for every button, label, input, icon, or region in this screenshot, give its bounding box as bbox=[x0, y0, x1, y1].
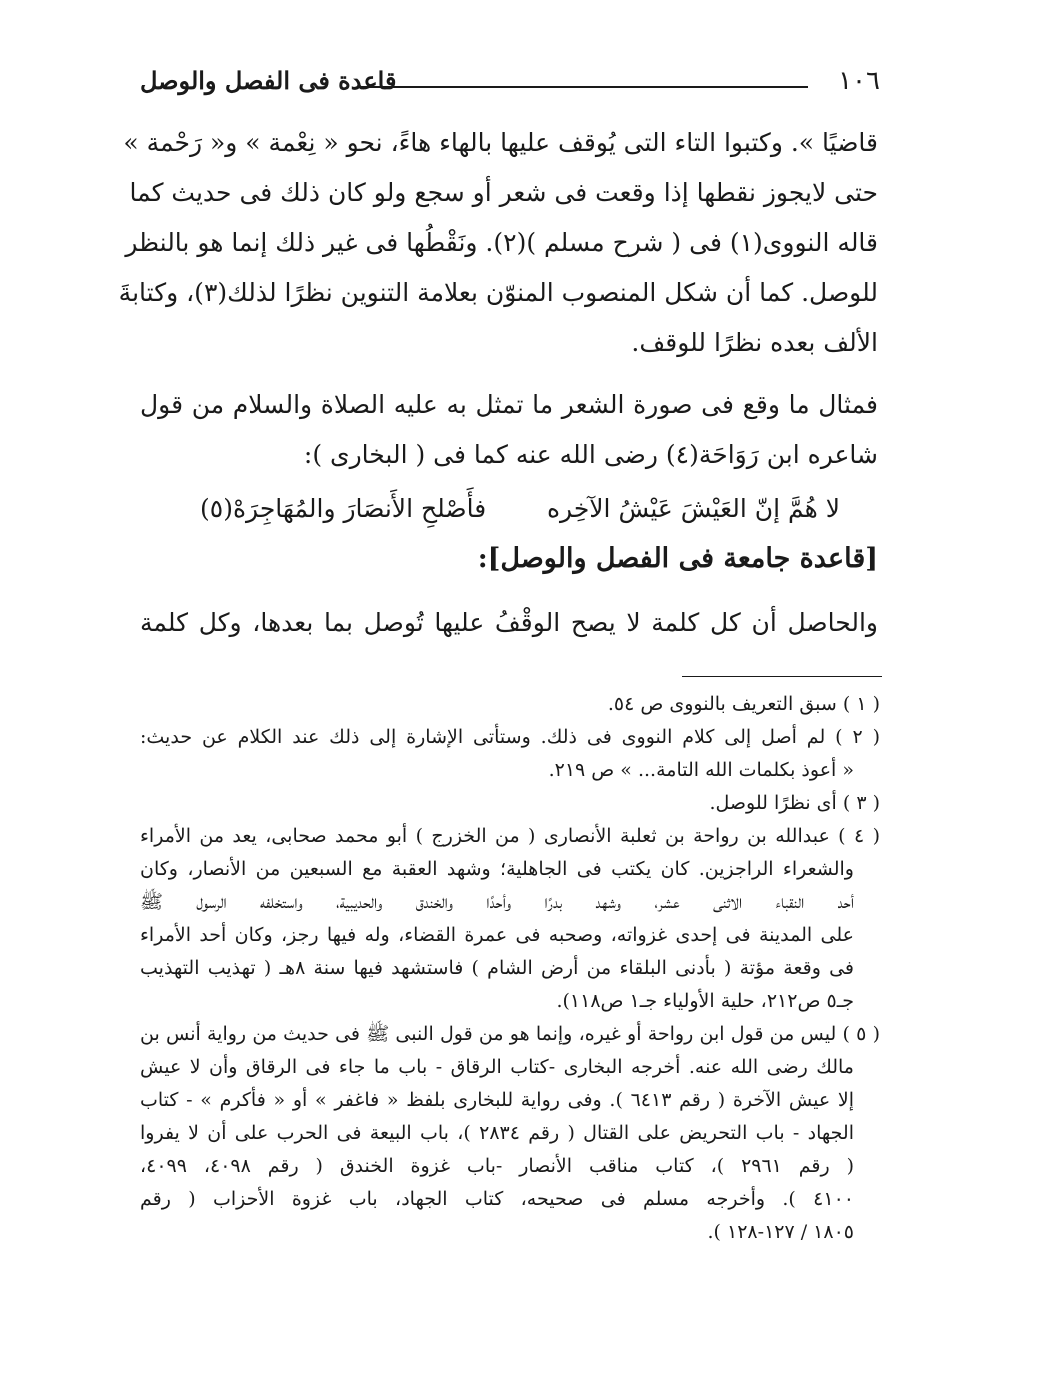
text-line: فمثال ما وقع فى صورة الشعر ما تمثل به عليه الصلاة والسلام من قول bbox=[140, 390, 878, 419]
footnote-1 bbox=[140, 688, 880, 721]
text-line: حتى لايجوز نقطها إذا وقعت فى شعر أو سجع ولو كان ذلك فى حديث كما bbox=[129, 178, 878, 207]
text-line: شاعره ابن رَوَاحَة(٤) رضى الله عنه كما فى ( البخارى ): bbox=[303, 440, 878, 469]
footnote-line: جـ٥ ص٢١٢، حلية الأولياء جـ١ ص١١٨). bbox=[556, 990, 854, 1012]
footnote-line: مالك رضى الله عنه. أخرجه البخارى -كتاب الرقاق - باب ما جاء فى الرقاق وأن لا عيش bbox=[140, 1056, 854, 1078]
footnote-line: ( ٣ ) أى نظرًا للوصل. bbox=[709, 792, 880, 814]
footnote-line: ( ٤ ) عبدالله بن رواحة بن ثعلبة الأنصارى ( من الخزرج ) أبو محمد صحابى، يعد من الأمراء bbox=[140, 825, 880, 847]
text-line: والحاصل أن كل كلمة لا يصح الوقْفُ عليها تُوصل بما بعدها، وكل كلمة bbox=[140, 608, 878, 637]
footnote-line: ( ٢ ) لم أصل إلى كلام النووى فى ذلك. وستأتى الإشارة إلى ذلك عند الكلام عن حديث: bbox=[140, 726, 881, 748]
verse-first-hemistich: لا هُمَّ إنّ العَيْشَ عَيْشُ الآخِره bbox=[546, 494, 840, 523]
poetry-verse bbox=[200, 484, 840, 534]
text-line: قاله النووى(١) فى ( شرح مسلم )(٢). ونَقْطُها فى غير ذلك إنما هو بالنظر bbox=[125, 228, 878, 257]
section-heading: [قاعدة جامعة فى الفصل والوصل]: bbox=[477, 543, 878, 574]
footnote-line: الجهاد - باب التحريض على القتال ( رقم ٢٨٣٤ )، باب البيعة فى الحرب على أن لا يفروا bbox=[140, 1122, 854, 1144]
footnote-2 bbox=[140, 721, 880, 787]
footnote-line: إلا عيش الآخرة ( رقم ٦٤١٣ ). وفى رواية للبخارى بلفظ « فاغفر » أو « فأكرم » - كتاب bbox=[140, 1089, 854, 1111]
text-line: الألف بعده نظرًا للوقف. bbox=[631, 328, 878, 357]
footnote-5 bbox=[140, 1018, 880, 1249]
footnote-separator bbox=[682, 676, 882, 677]
text-line: قاضيًا ». وكتبوا التاء التى يُوقف عليها بالهاء هاءً، نحو « نِعْمة » و« رَحْمة » bbox=[123, 128, 878, 157]
footnote-line: ( ١ ) سبق التعريف بالنووى ص ٥٤. bbox=[607, 693, 880, 715]
footnote-line: « أعوذ بكلمات الله التامة... » ص ٢١٩. bbox=[548, 759, 854, 781]
footnotes bbox=[140, 688, 880, 1249]
page-number: ١٠٦ bbox=[838, 66, 880, 96]
paragraph-3 bbox=[140, 598, 878, 648]
paragraph-1 bbox=[118, 118, 878, 368]
footnote-line: ( ٥ ) ليس من قول ابن رواحة أو غيره، وإنما هو من قول النبى ﷺ فى حديث من رواية أنس بن bbox=[140, 1023, 880, 1045]
footnote-line: ١٨٠٥ / ١٢٧-١٢٨ ). bbox=[707, 1221, 854, 1243]
paragraph-2 bbox=[140, 380, 878, 480]
footnote-line: أحد النقباء الاثنى عشر، وشهد بدرًا وأحدًا والخندق والحديبية، واستخلفه الرسول ﷺ bbox=[140, 891, 854, 913]
running-header bbox=[140, 62, 880, 102]
verse-second-hemistich: فأَصْلحِ الأَنصَارَ والمُهَاجِرَهْ(٥) bbox=[200, 494, 487, 523]
footnote-4 bbox=[140, 820, 880, 1018]
footnote-line: والشعراء الراجزين. كان يكتب فى الجاهلية؛ وشهد العقبة مع السبعين من الأنصار، وكان bbox=[140, 858, 854, 880]
footnote-line: ٤١٠٠ ). وأخرجه مسلم فى صحيحه، كتاب الجهاد، باب غزوة الأحزاب ( رقم bbox=[140, 1188, 854, 1210]
footnote-3 bbox=[140, 787, 880, 820]
header-rule bbox=[360, 86, 808, 88]
footnote-line: فى وقعة مؤتة ( بأدنى البلقاء من أرض الشام ) فاستشهد فيها سنة ٨هـ ( تهذيب التهذيب bbox=[140, 957, 854, 979]
running-title: قاعدة فى الفصل والوصل bbox=[140, 66, 397, 95]
text-line: للوصل. كما أن شكل المنصوب المنوّن بعلامة التنوين نظرًا لذلك(٣)، وكتابةَ bbox=[118, 278, 878, 307]
footnote-line: ( رقم ٢٩٦١ )، كتاب مناقب الأنصار -باب غزوة الخندق ( رقم ٤٠٩٨، ٤٠٩٩، bbox=[140, 1155, 854, 1177]
footnote-line: على المدينة فى إحدى غزواته، وصحبه فى عمرة القضاء، وله فيها رجز، وكان أحد الأمراء bbox=[140, 924, 854, 946]
